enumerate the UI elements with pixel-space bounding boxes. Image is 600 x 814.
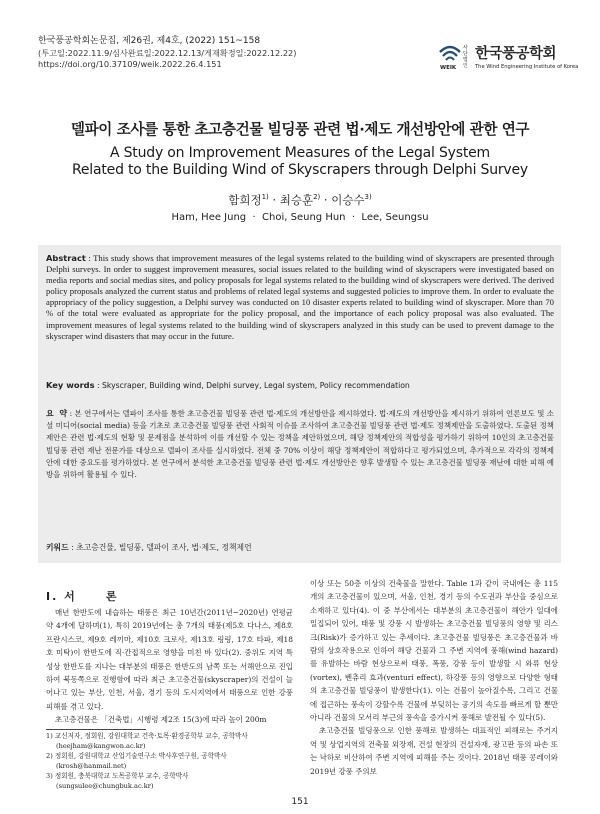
author-1-mark: 1)	[261, 193, 269, 202]
footnote-2	[46, 752, 296, 771]
keywords-label: Key words	[46, 380, 95, 390]
footnote-rule	[46, 729, 146, 730]
footnote-1-email: (heejham@kangwon.ac.kr)	[56, 741, 146, 750]
logo-abbr: WEIK	[440, 65, 457, 71]
title-english-line2: Related to the Building Wind of Skyscrapers through Delphi Survey	[71, 162, 529, 178]
footnote-3	[46, 772, 296, 791]
right-paragraph-1: 이상 또는 50층 이상의 건축물을 말한다. Table 1과 같이 국내에는 총 115개의 초고층건물이 있으며, 서울, 인천, 경기 등의 수도권과 부산을 중심으로 소재하고 있다(4). 이 중 부산에서는 대부분의 초고층건물이 해안가 일대에 밀집되어 있어, 태풍 및 강풍 시 발생하는 초고층건물 빌딩풍의 영향 및 리스크(Risk)가 증가하고 있는 추세이다. 초고층건물 빌딩풍은 초고층건물과 바람의 상호작용으로 인하여 해당 건물과 그 주변 지역에 풍해(wind hazard)를 유발하는 바람 현상으로써 태풍, 폭풍, 강풍 등이 발생할 시 와류 현상(vortex), 벤츄리 효과(venturi effect), 하강풍 등의 영향으로 다양한 형태의 초고층건물 빌딩풍이 발생한다(1). 이는 건물이 높아질수록, 그리고 건물에 접근하는 풍속이 강할수록 건물에 부딪히는 공기의 속도를 빠르게 할 뿐만 아니라 건물의 모서리 부근의 풍속을 증가시켜 풍해로 발전될 수 있다(5).	[310, 579, 558, 723]
summary-label: 요 약	[46, 409, 68, 418]
abstract-label: Abstract	[46, 253, 86, 263]
section-heading: I. 서 론	[46, 590, 119, 603]
footnote-2-email: (krosh@hanmail.net)	[56, 761, 127, 770]
journal-citation: 한국풍공학회논문집, 제26권, 제4호, (2022) 151~158	[38, 36, 261, 46]
abstract	[46, 253, 554, 342]
summary-text: : 본 연구에서는 델파이 조사를 통한 초고층건물 빌딩풍 관련 법·제도의 개선방안을 제시하였다. 법·제도의 개선방안을 제시하기 위하여 언론보도 및 소셜 미디어(social media) 등을 기초로 초고층건물 빌딩풍 관련 사회적 이슈를 조사하여 초고층건물 빌딩풍 관련 법·제도 정책제안을 도출하였다. 도출된 정책제안은 관련 법·제도의 현황 및 문제점을 분석하여 이를 개선할 수 있는 정책을 제안하였으며, 해당 정책제안의 적합성을 평가하기 위하여 10인의 초고층건물 빌딩풍 관련 재난 전문가를 대상으로 델파이 조사를 실시하였다. 전체 중 70% 이상이 해당 정책제안이 적합하다고 평가되었으며, 추가적으로 각각의 정책제안에 대한 중요도를 평가하였다. 본 연구에서 분석한 초고층건물 빌딩풍 관련 법·제도 개선방안은 향후 발생할 수 있는 초고층건물 빌딩풍 재난에 대한 피해 예방을 위하여 활용될 수 있다.	[46, 409, 554, 480]
keywords-korean	[46, 542, 554, 553]
keywords-korean-label: 키워드	[46, 543, 69, 552]
journal-dates: (투고일:2022.11.9/심사완료일:2022.12.13/게재확정일:2022.12.22)	[38, 47, 297, 58]
footnote-3-email: (sungsulee@chungbuk.ac.kr)	[56, 781, 154, 790]
right-paragraph-2: 초고층건물 빌딩풍으로 인한 풍해로 발생하는 대표적인 피해로는 주거지역 및 상업지역의 건축물 외장재, 건설 현장의 건설자재, 광고판 등의 파손 또는 낙하로 비산하여 주변 지역에 피해를 주는 것이다. 2018년 태풍 콩레이와 2019년 강풍 주의보	[310, 726, 558, 776]
author-2-mark: 2)	[313, 193, 321, 202]
journal-info	[38, 36, 296, 71]
footnote-3-affiliation: 3) 정회원, 충북대학교 도목공학부 교수, 공학박사	[46, 772, 189, 780]
authors-korean	[0, 192, 600, 208]
author-separator: ·	[323, 193, 328, 207]
logo-tag: 사단 법인	[463, 45, 468, 69]
footnote-1-affiliation: 1) 교신저자, 정회원, 강원대학교 건축·토목·환경공학부 교수, 공학박사	[46, 732, 248, 740]
right-column	[310, 577, 558, 778]
author-3: 이승수	[331, 193, 365, 207]
weik-emblem-icon	[438, 42, 462, 64]
summary-korean	[46, 408, 554, 481]
left-paragraph-1: 매년 한반도에 내습하는 태풍은 최근 10년간(2011년~2020년) 연평균 약 4개에 달하며(1), 특히 2019년에는 총 7개의 태풍(제5호 다나스, 제8호 프란시스코, 제9호 레끼마, 제10호 크로사, 제13호 링링, 17호 타파, 제18호 미탁)이 한반도에 직·간접적으로 영향을 미친 바 있다(2). 중위도 지역 특성상 한반도를 지나는 대부분의 태풍은 한반도의 남쪽 또는 서해안으로 진입하여 북동쪽으로 진행함에 따라 최근 초고층건물(skyscraper)의 건설이 늘어나고 있는 부산, 인천, 서울, 경기 등의 도시지역에서 태풍으로 인한 강풍 피해를 겪고 있다.	[46, 608, 293, 711]
left-paragraph-2: 초고층건물은 「건축법」시행령 제2조 15(3)에 따라 높이 200m	[54, 715, 267, 725]
society-logo	[438, 42, 579, 78]
author-2: 최승훈	[279, 193, 314, 207]
journal-doi[interactable]: https://doi.org/10.37109/weik.2022.26.4.151	[38, 59, 222, 69]
left-column	[46, 606, 293, 727]
author-separator: ·	[272, 193, 277, 207]
title-korean: 델파이 조사를 통한 초고층건물 빌딩풍 관련 법·제도 개선방안에 관한 연구	[70, 121, 530, 138]
keywords-korean-text: : 초고층건물, 빌딩풍, 델파이 조사, 법·제도, 정책제언	[71, 543, 252, 552]
footnote-1	[46, 732, 296, 751]
authors-english: Ham, Hee Jung · Choi, Seung Hun · Lee, Seungsu	[171, 212, 429, 223]
logo-subtitle: The Wind Engineering Institute of Korea	[475, 64, 579, 70]
keywords-text: : Skyscraper, Building wind, Delphi survey, Legal system, Policy recommendation	[97, 381, 410, 390]
page-number: 151	[291, 797, 309, 807]
footnote-2-affiliation: 2) 정회원, 강원대학교 산업기술연구소 박사후연구원, 공학박사	[46, 752, 227, 760]
title-english-line1: A Study on Improvement Measures of the Legal System	[109, 145, 490, 161]
keywords	[46, 380, 556, 390]
abstract-text: : This study shows that improvement measures of the legal systems related to the building wind of skyscrapers are presented through Delphi surveys. In order to suggest improvement measures, social issues related to the building wind of skyscrapers were investigated based on media reports and social medias sites, and policy proposals for legal systems related to the building wind of skyscrapers were derived. The derived policy proposals analyzed the current status and problems of related legal systems and suggested policies to improve them. In order to evaluate the appropriacy of the policy suggestion, a Delphi survey was conducted on 10 disaster experts related to building wind of skyscraper. More than 70 % of the total were evaluated as appropriate for the policy proposal, and the importance of each policy proposal was also evaluated. The improvement measures of legal systems related to the building wind of skyscrapers analyzed in this study can be used to prevent damage to the skyscraper wind disasters that may occur in the future.	[46, 253, 555, 341]
author-1: 함희정	[228, 193, 262, 207]
logo-name: 한국풍공학회	[475, 46, 557, 62]
title-english	[0, 145, 600, 179]
author-3-mark: 3)	[364, 193, 372, 202]
